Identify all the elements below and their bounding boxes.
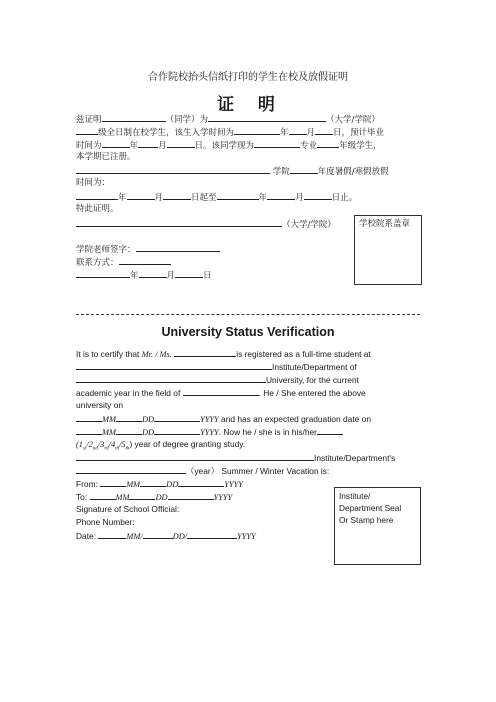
cn-text: 日起至	[191, 193, 217, 203]
en-university-field[interactable]	[76, 373, 266, 383]
cn-text: 学院老师签字：	[76, 245, 136, 255]
english-title: University Status Verification	[161, 325, 335, 339]
en-field-of-study[interactable]	[183, 386, 259, 396]
en-text: To:	[76, 492, 88, 502]
en-text: ) year of degree granting study.	[129, 439, 246, 449]
en-to-day-field[interactable]	[129, 490, 155, 500]
cn-text: 学院	[272, 167, 290, 177]
class-year-field[interactable]	[76, 125, 98, 135]
enroll-day-field[interactable]	[315, 125, 333, 135]
en-text: YYYY	[213, 493, 233, 502]
en-line-9	[76, 451, 395, 464]
cn-line-8: 特此证明。	[76, 204, 119, 214]
vacation-year-field[interactable]	[290, 164, 318, 174]
en-stamp-label	[335, 488, 420, 526]
cn-text: （大学/学院）	[326, 115, 380, 125]
cn-text: 级全日制在校学生，该生入学时间为	[98, 128, 235, 138]
cn-line-6: 时间为：	[76, 178, 111, 188]
en-text: DD	[155, 493, 168, 502]
en-text: . Now he / she is in his/her	[218, 427, 317, 437]
cn-text: 月	[295, 193, 304, 203]
cn-text: 年	[129, 141, 139, 151]
student-name-field[interactable]	[102, 112, 166, 122]
en-text: Institute/Department of	[272, 362, 357, 372]
en-year-level-field[interactable]	[317, 425, 343, 435]
grad-day-field[interactable]	[167, 138, 195, 148]
en-entry-year-field[interactable]	[154, 412, 200, 422]
en-entry-month-field[interactable]	[76, 412, 102, 422]
certificate-title: 证 明	[217, 95, 279, 115]
from-day-field[interactable]	[163, 190, 191, 200]
en-text: Mr. / Ms.	[141, 350, 172, 359]
university-name-field[interactable]	[208, 112, 326, 122]
cn-line-3	[76, 138, 382, 152]
cn-text: （同学）为	[165, 115, 209, 125]
cn-text: 日	[203, 271, 212, 281]
en-text: MM	[102, 428, 116, 437]
cn-line-9	[76, 217, 336, 231]
cn-date-line	[76, 268, 212, 282]
en-text: DD	[141, 428, 155, 437]
cn-stamp-label: 学校院系盖章	[359, 219, 411, 229]
en-text: From:	[76, 479, 98, 489]
en-text: YYYY	[224, 480, 243, 489]
en-from-month-field[interactable]	[100, 477, 126, 487]
cn-line-7	[76, 190, 357, 204]
cn-text: 年度暑假/寒假放假	[317, 167, 389, 177]
en-entry-day-field[interactable]	[116, 412, 142, 422]
cn-text: 月	[158, 141, 167, 151]
from-year-field[interactable]	[76, 190, 118, 200]
en-from-line	[76, 477, 243, 491]
en-signature-line: Signature of School Official:	[76, 504, 180, 514]
en-text: YYYY	[200, 415, 219, 424]
cn-text: 年	[258, 193, 268, 203]
en-text: YYYY	[200, 428, 219, 437]
cn-contact-line	[76, 255, 171, 269]
en-date-line	[76, 529, 256, 543]
en-line-7	[76, 425, 343, 439]
to-year-field[interactable]	[217, 190, 259, 200]
cn-date-day-field[interactable]	[175, 268, 203, 278]
cn-text: 专业	[300, 141, 318, 151]
grad-year-field[interactable]	[102, 138, 130, 148]
en-text: University, for the current	[266, 375, 359, 385]
en-stamp-text: Department Seal	[339, 503, 402, 513]
cn-text: 年	[130, 271, 139, 281]
cn-text: 日止。	[331, 193, 358, 203]
en-to-month-field[interactable]	[90, 490, 116, 500]
en-grad-year-field[interactable]	[154, 425, 200, 435]
en-line-4	[76, 386, 366, 399]
section-divider	[76, 314, 420, 315]
cn-signature-field[interactable]	[136, 242, 220, 252]
en-text: （year）	[186, 466, 220, 476]
major-field[interactable]	[254, 138, 300, 148]
college-name-field[interactable]	[76, 164, 270, 174]
cn-sign-line	[76, 242, 220, 256]
cn-text: 月	[166, 271, 176, 281]
en-text: MM	[126, 480, 141, 489]
en-stamp-box	[334, 487, 421, 565]
cn-text: （大学/学院）	[282, 220, 336, 230]
en-text: Summer / Winter Vacation is:	[221, 466, 330, 476]
cn-text: 兹证明	[76, 115, 102, 125]
en-text: MM	[102, 415, 116, 424]
cn-text: 时间为	[76, 141, 102, 151]
en-line-5: university on	[76, 400, 124, 410]
en-grad-month-field[interactable]	[76, 425, 102, 435]
en-institute-field[interactable]	[76, 360, 272, 370]
en-line-6	[76, 412, 371, 426]
cn-stamp-box	[354, 215, 422, 285]
cn-text: 月	[154, 193, 164, 203]
en-text: and has an expected graduation date on	[221, 414, 371, 424]
en-text: DD	[166, 480, 179, 489]
cn-text: 年级学生，	[339, 141, 382, 151]
en-text: Institute/Department's	[314, 453, 396, 463]
en-to-line	[76, 490, 232, 504]
issuing-college-field[interactable]	[76, 217, 282, 227]
en-line-2	[76, 360, 357, 373]
en-line-3	[76, 373, 359, 386]
header-title: 合作院校抬头信纸打印的学生在校及放假证明	[148, 72, 348, 83]
en-date-day-field[interactable]	[143, 529, 173, 539]
cn-line-4: 本学期已注册。	[76, 152, 136, 162]
en-vacation-year-field[interactable]	[76, 464, 186, 474]
to-day-field[interactable]	[304, 190, 332, 200]
en-student-name-field[interactable]	[174, 347, 236, 357]
en-from-year-field[interactable]	[178, 477, 224, 487]
en-text: MM	[115, 493, 130, 502]
en-text: It is to certify that	[76, 349, 140, 359]
enroll-year-field[interactable]	[234, 125, 280, 135]
grade-field[interactable]	[317, 138, 339, 148]
cn-line-1	[76, 112, 380, 126]
cn-text: 联系方式：	[76, 258, 119, 268]
en-text: academic year in the field of	[76, 388, 181, 398]
cn-text: 年	[118, 193, 127, 203]
cn-date-year-field[interactable]	[76, 268, 130, 278]
cn-text: 日，预计毕业	[333, 128, 385, 138]
en-text: is registered as a full-time student at	[236, 349, 371, 359]
en-text: DD	[141, 415, 155, 424]
en-text: Date:	[76, 531, 97, 541]
cn-contact-field[interactable]	[119, 255, 171, 265]
en-from-day-field[interactable]	[140, 477, 166, 487]
en-line-10	[76, 464, 329, 477]
en-text: YYYY	[237, 532, 256, 541]
en-text: MM/	[126, 532, 143, 541]
cn-text: 月	[306, 128, 316, 138]
enroll-month-field[interactable]	[289, 125, 307, 135]
en-text: . He / She entered the above	[258, 388, 366, 398]
from-month-field[interactable]	[127, 190, 155, 200]
cn-line-5	[76, 164, 389, 178]
en-stamp-text: Institute/	[339, 491, 371, 501]
grad-month-field[interactable]	[138, 138, 158, 148]
en-year-options: ($1_{st}/2_{nd}/3_{rd}/4_{th}/5_{th}$	[76, 440, 130, 452]
en-stamp-text: Or Stamp here	[339, 515, 394, 525]
cn-text: 日。该同学现为	[194, 141, 255, 151]
en-date-year-field[interactable]	[187, 529, 237, 539]
en-date-month-field[interactable]	[98, 529, 126, 539]
en-text: DD/	[172, 532, 188, 541]
en-line-1	[76, 347, 371, 361]
en-grad-day-field[interactable]	[116, 425, 142, 435]
cn-line-2	[76, 125, 384, 139]
to-month-field[interactable]	[267, 190, 295, 200]
cn-text: 年	[280, 128, 289, 138]
en-to-year-field[interactable]	[168, 490, 214, 500]
en-department-field[interactable]	[76, 451, 314, 461]
en-phone-line: Phone Number:	[76, 517, 135, 527]
cn-date-month-field[interactable]	[139, 268, 167, 278]
